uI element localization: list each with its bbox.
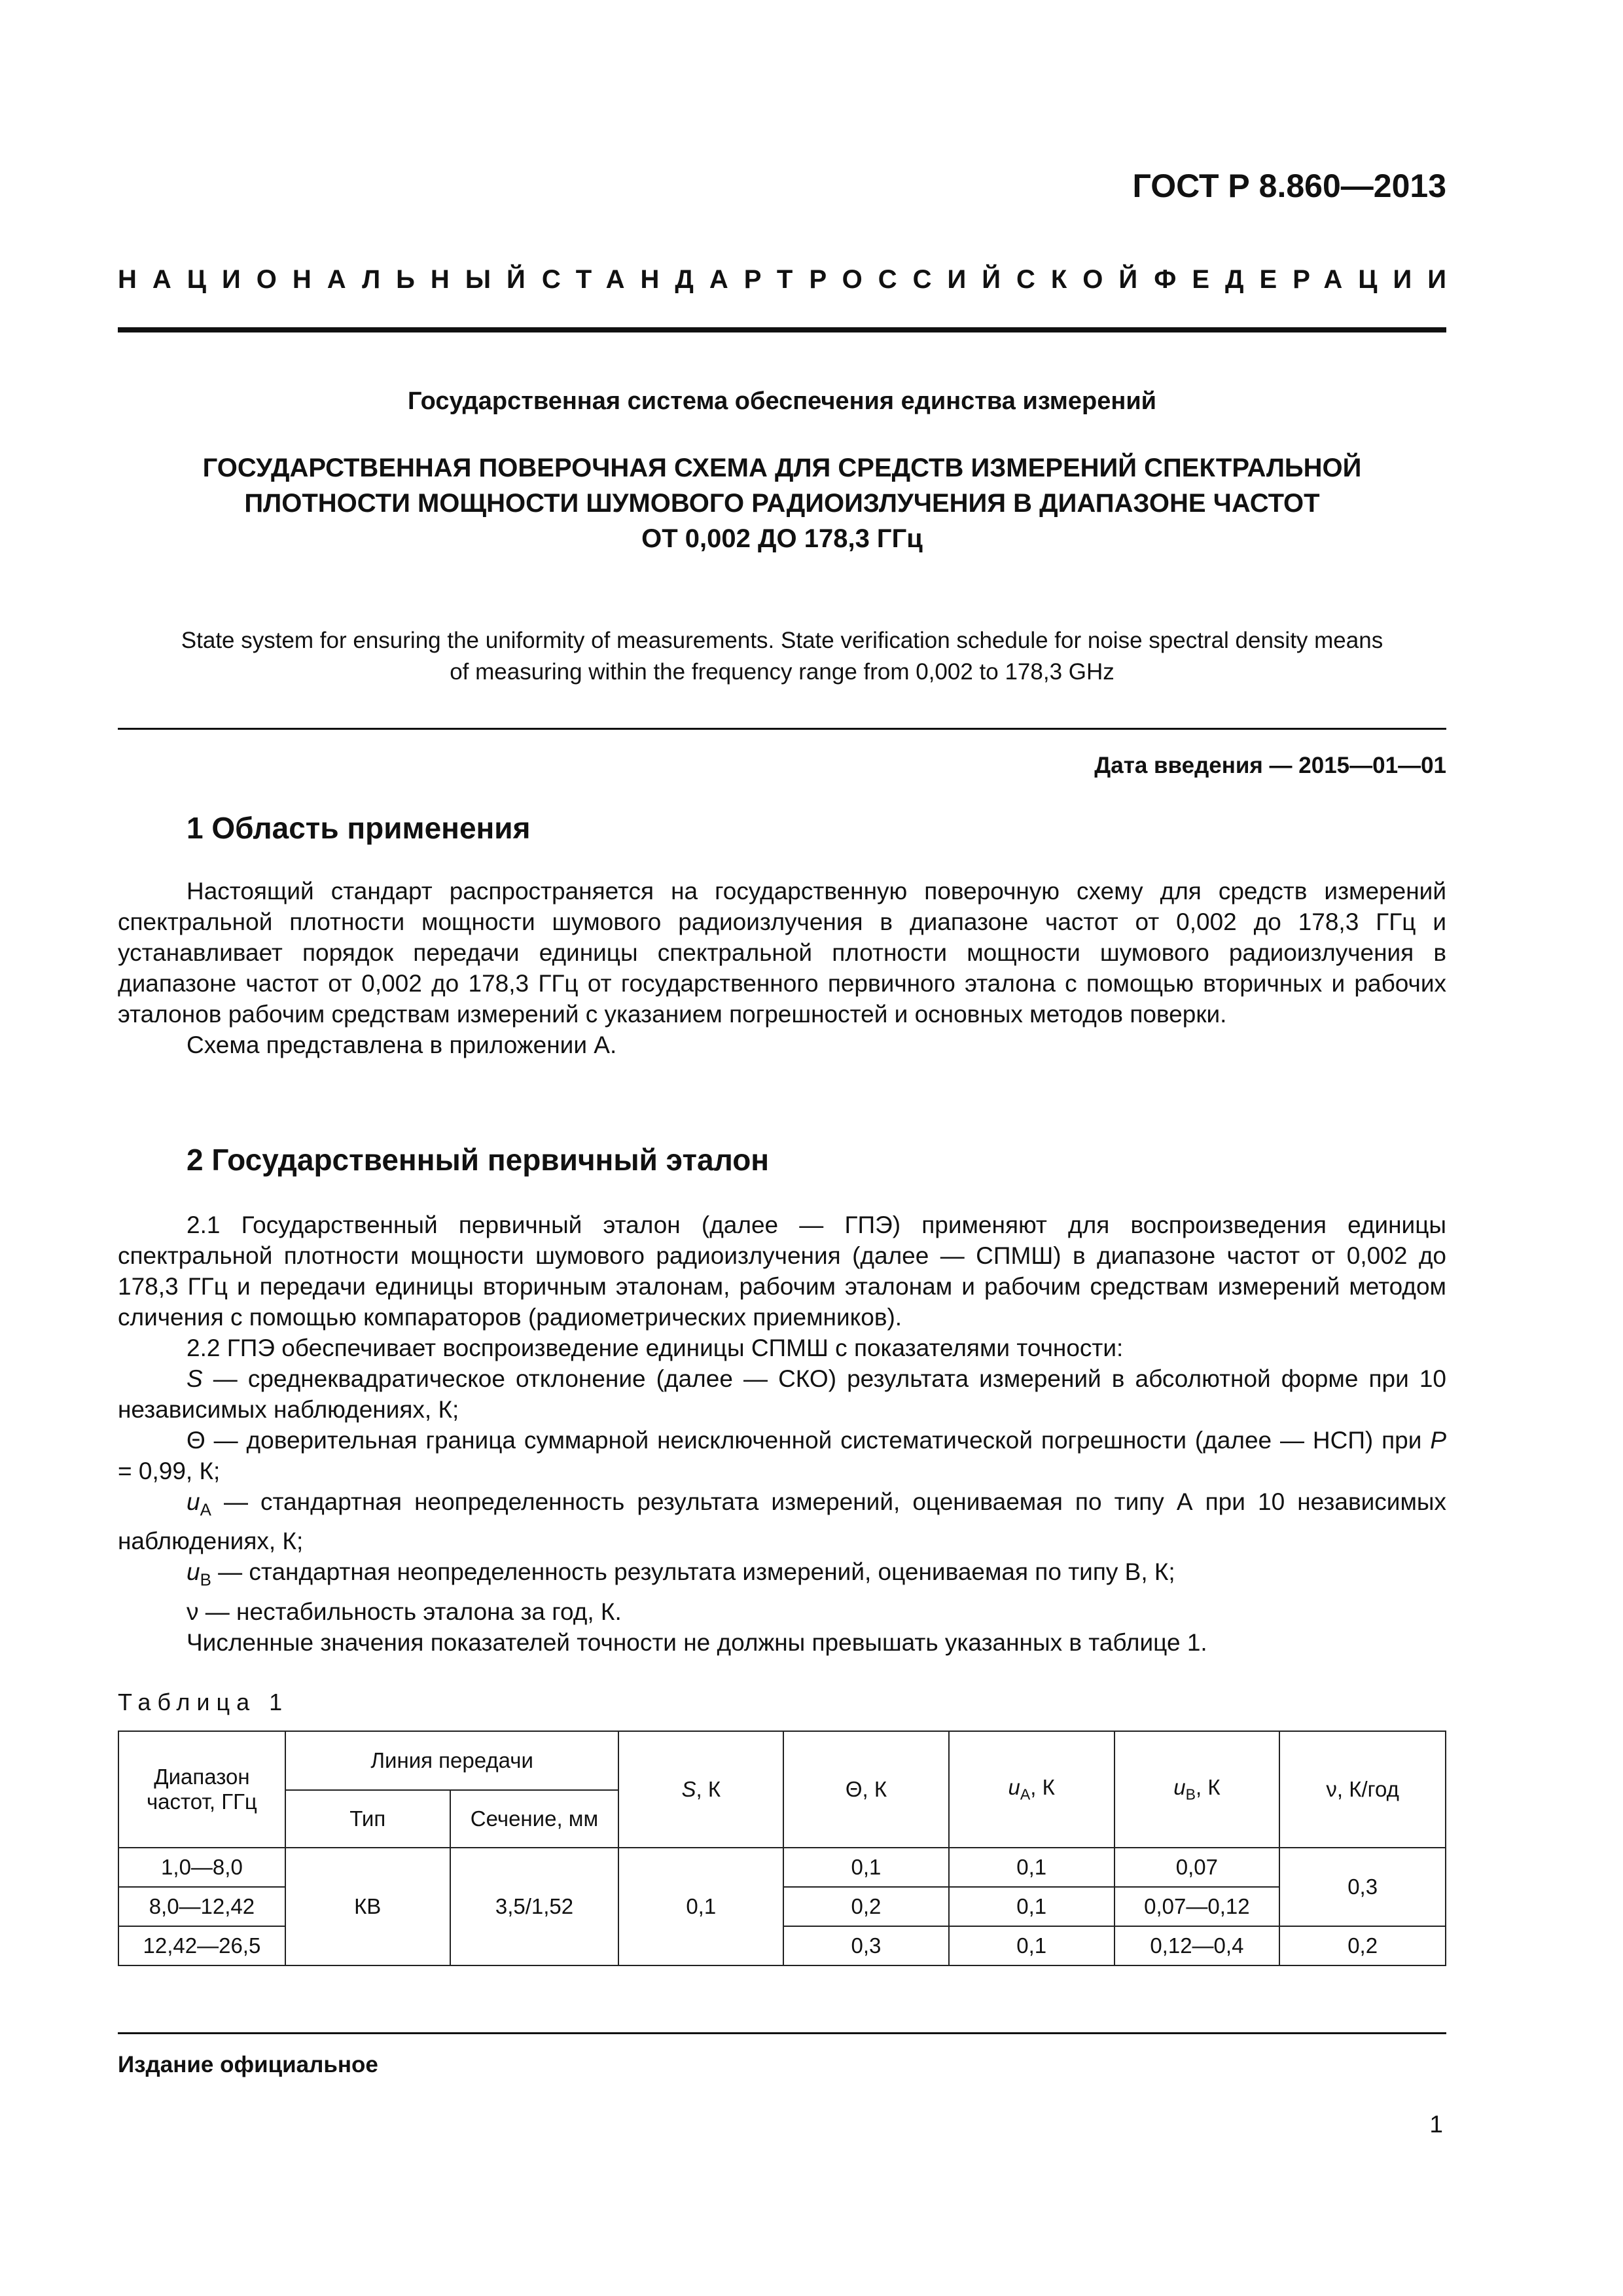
cell-s: 0,1: [618, 1848, 783, 1965]
header-ub: [1115, 1731, 1280, 1848]
table-header-row: [118, 1731, 1446, 1790]
s-definition: [118, 1363, 1446, 1425]
ua-definition-text: — стандартная неопределенность результата измерений, оцениваемая по типу А при 10 независимых наблюдениях, К;: [118, 1488, 1446, 1555]
document-number: ГОСТ Р 8.860—2013: [1132, 168, 1446, 204]
paragraph: Схема представлена в приложении А.: [187, 1031, 617, 1058]
banner-word: НАЦИОНАЛЬНЫЙ: [118, 265, 541, 294]
accuracy-table: [118, 1731, 1446, 1966]
header-nu: ν, К/год: [1279, 1731, 1446, 1848]
english-title: [118, 625, 1446, 688]
cell-ub: 0,07—0,12: [1115, 1887, 1280, 1926]
section-2-body: [118, 1210, 1446, 1658]
cell-nu: 0,2: [1279, 1926, 1446, 1965]
cell-ua: 0,1: [949, 1887, 1115, 1926]
section-1-body: [118, 876, 1446, 1060]
title-line: ОТ 0,002 ДО 178,3 ГГц: [641, 524, 923, 553]
cell-range: 1,0—8,0: [118, 1848, 285, 1887]
document-title: [118, 450, 1446, 556]
header-s-unit: , К: [696, 1777, 721, 1801]
cell-theta: 0,1: [783, 1848, 949, 1887]
theta-definition-tail: = 0,99, К;: [118, 1458, 221, 1484]
cell-ub: 0,12—0,4: [1115, 1926, 1280, 1965]
s-definition-text: — среднеквадратическое отклонение (далее — СКО) результата измерений в абсолютной форме при 10 независимых наблюдениях, К;: [118, 1365, 1446, 1423]
ua-subscript: А: [200, 1501, 211, 1520]
section-1-heading: 1 Область применения: [187, 811, 531, 845]
u-symbol: u: [1008, 1775, 1020, 1800]
introduction-date: Дата введения — 2015—01—01: [1094, 753, 1446, 778]
ua-subscript: А: [1020, 1785, 1031, 1803]
s-symbol: S: [187, 1365, 203, 1392]
header-line: Линия передачи: [285, 1731, 619, 1790]
banner-word: СТАНДАРТ: [541, 265, 809, 294]
paragraph: Настоящий стандарт распространяется на государственную поверочную схему для средств измерений спектральной плотности мощности шумового радиоизлучения в диапазоне частот от 0,002 до 178,3 ГГц и устанавливает порядок передачи единицы спектральной плотности мощности шумового радиоизлучения в диапазоне частот от 0,002 до 178,3 ГГц от государственного первичного эталона с помощью вторичных и рабочих эталонов рабочим средствам измерений с указанием погрешностей и основных методов поверки.: [118, 878, 1446, 1028]
paragraph-2-2: 2.2 ГПЭ обеспечивает воспроизведение единицы СПМШ с показателями точности:: [187, 1335, 1124, 1361]
banner-word: РОССИЙСКОЙ: [809, 265, 1154, 294]
title-line: ГОСУДАРСТВЕННАЯ ПОВЕРОЧНАЯ СХЕМА ДЛЯ СРЕДСТВ ИЗМЕРЕНИЙ СПЕКТРАЛЬНОЙ: [202, 454, 1362, 482]
u-symbol: u: [1173, 1775, 1186, 1800]
section-2-heading: 2 Государственный первичный эталон: [187, 1143, 770, 1177]
theta-definition-text: Θ — доверительная граница суммарной неисключенной систематической погрешности (далее — НСП) при: [187, 1427, 1431, 1454]
u-symbol: u: [187, 1488, 200, 1515]
english-title-line: State system for ensuring the uniformity of measurements. State verification schedule for noise spectral density means: [181, 628, 1383, 653]
u-symbol: u: [187, 1558, 200, 1586]
header-range: Диапазон частот, ГГц: [118, 1731, 285, 1848]
english-title-line: of measuring within the frequency range from 0,002 to 178,3 GHz: [450, 659, 1115, 685]
ub-subscript: В: [200, 1571, 211, 1590]
closing-paragraph: Численные значения показателей точности не должны превышать указанных в таблице 1.: [187, 1628, 1207, 1656]
table-row: [118, 1848, 1446, 1887]
header-ua: [949, 1731, 1115, 1848]
cell-ua: 0,1: [949, 1848, 1115, 1887]
title-divider: [118, 728, 1446, 730]
title-line: ПЛОТНОСТИ МОЩНОСТИ ШУМОВОГО РАДИОИЗЛУЧЕНИЯ В ДИАПАЗОНЕ ЧАСТОТ: [244, 489, 1320, 518]
national-standard-banner: [118, 265, 1462, 295]
header-type: Тип: [285, 1790, 450, 1848]
theta-definition: [118, 1425, 1446, 1486]
cell-type: КВ: [285, 1848, 450, 1965]
cell-theta: 0,2: [783, 1887, 949, 1926]
cell-range: 12,42—26,5: [118, 1926, 285, 1965]
cell-section: 3,5/1,52: [450, 1848, 619, 1965]
edition-label: Издание официальное: [118, 2052, 378, 2077]
footer-divider: [118, 2032, 1446, 2034]
cell-ua: 0,1: [949, 1926, 1115, 1965]
header-section: Сечение, мм: [450, 1790, 619, 1848]
s-symbol: S: [681, 1777, 696, 1801]
cell-theta: 0,3: [783, 1926, 949, 1965]
cell-range: 8,0—12,42: [118, 1887, 285, 1926]
header-s: [618, 1731, 783, 1848]
cell-nu: 0,3: [1279, 1848, 1446, 1926]
banner-word: ФЕДЕРАЦИИ: [1154, 265, 1462, 294]
page-number: 1: [1429, 2111, 1443, 2138]
ub-definition: [118, 1556, 1446, 1596]
cell-ub: 0,07: [1115, 1848, 1280, 1887]
system-name: Государственная система обеспечения единства измерений: [407, 387, 1157, 415]
ub-subscript: В: [1185, 1785, 1196, 1803]
header-divider: [118, 327, 1446, 332]
header-ua-unit: , К: [1030, 1775, 1055, 1800]
p-symbol: P: [1430, 1427, 1446, 1454]
ub-definition-text: — стандартная неопределенность результата измерений, оцениваемая по типу В, К;: [211, 1558, 1175, 1586]
paragraph-2-1: 2.1 Государственный первичный эталон (далее — ГПЭ) применяют для воспроизведения единицы спектральной плотности мощности шумового радиоизлучения (далее — СПМШ) в диапазоне частот от 0,002 до 178,3 ГГц и передачи единицы вторичным эталонам, рабочим эталонам и рабочим средствам измерений методом сличения с помощью компараторов (радиометрических приемников).: [118, 1211, 1446, 1331]
nu-definition: ν — нестабильность эталона за год, К.: [187, 1598, 622, 1625]
ua-definition: [118, 1486, 1446, 1556]
header-ub-unit: , К: [1195, 1775, 1221, 1800]
header-theta: Θ, К: [783, 1731, 949, 1848]
table-caption: Таблица 1: [118, 1689, 289, 1715]
